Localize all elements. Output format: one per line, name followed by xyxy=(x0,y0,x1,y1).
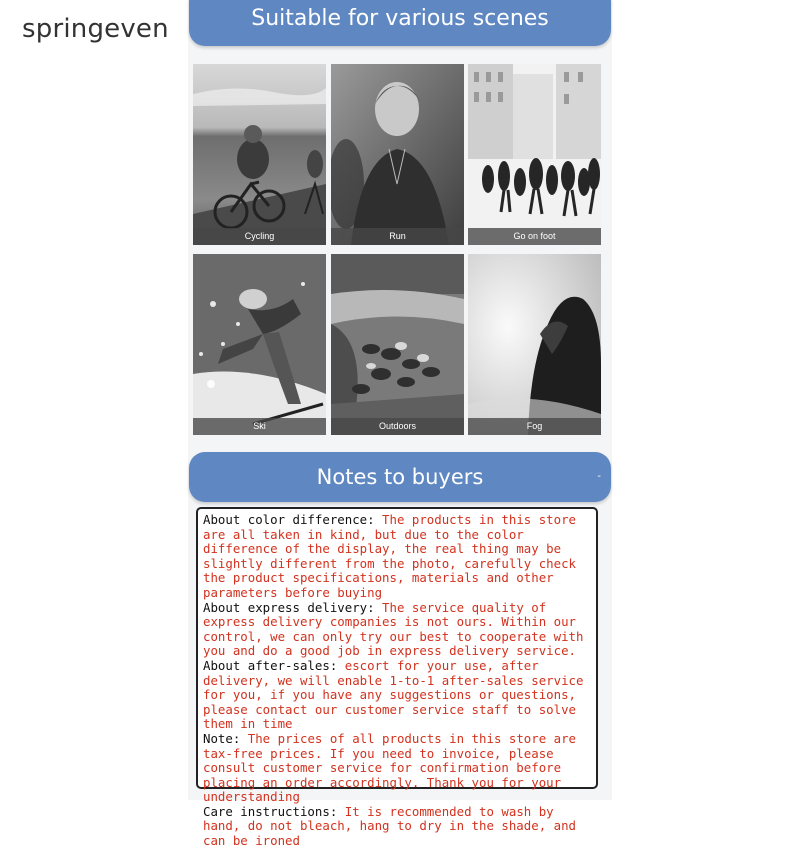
scene-label-ski: Ski xyxy=(193,418,326,435)
notes-banner xyxy=(189,452,611,502)
note-body: The service quality of express delivery companies is not ours. Within our control, we can only try our best to cooperate with you and do a good job in express delivery service. xyxy=(203,599,584,659)
note-heading: About express delivery: xyxy=(203,599,383,615)
note-prices xyxy=(203,732,591,805)
run-photo xyxy=(331,64,464,245)
scene-label-outdoors: Outdoors xyxy=(331,418,464,435)
note-express-delivery xyxy=(203,601,591,659)
fog-photo xyxy=(468,254,601,435)
cycling-photo xyxy=(193,64,326,245)
go-on-foot-photo xyxy=(468,64,601,245)
note-care-instructions xyxy=(203,805,591,849)
scenes-title: Suitable for various scenes xyxy=(251,6,549,31)
note-color-difference xyxy=(203,513,591,601)
note-body: The prices of all products in this store are tax-free prices. If you need to invoice, please consult customer service for confirmation before placing an order accordingly. Thank you for your understanding xyxy=(203,730,576,805)
ski-photo xyxy=(193,254,326,435)
note-body: escort for your use, after delivery, we will enable 1-to-1 after-sales service for you, if you have any suggestions or questions, please contact our customer service staff to solve them in time xyxy=(203,657,584,732)
scene-tile-outdoors xyxy=(331,254,464,435)
note-heading: Note: xyxy=(203,730,248,746)
notes-box xyxy=(196,507,598,849)
note-body: It is recommended to wash by hand, do not bleach, hang to dry in the shade, and can be ironed xyxy=(203,803,576,849)
notes-banner-mark: - xyxy=(597,471,601,482)
note-heading: About after-sales: xyxy=(203,657,345,673)
note-body: The products in this store are all taken in kind, but due to the color difference of the display, the real thing may be slightly different from the photo, carefully check the product specifications, materials and other parameters before buying xyxy=(203,512,577,600)
outdoors-photo xyxy=(331,254,464,435)
scene-label-run: Run xyxy=(331,228,464,245)
scene-tile-ski xyxy=(193,254,326,435)
scene-tile-fog xyxy=(468,254,601,435)
brand-logo: springeven xyxy=(22,14,169,44)
notes-title: Notes to buyers xyxy=(316,465,484,489)
scene-tile-cycling xyxy=(193,64,326,245)
scene-tile-go-on-foot xyxy=(468,64,601,245)
note-after-sales xyxy=(203,659,591,732)
scene-label-go-on-foot: Go on foot xyxy=(468,228,601,245)
scene-label-fog: Fog xyxy=(468,418,601,435)
note-heading: About color difference: xyxy=(203,512,383,527)
scene-tile-run xyxy=(331,64,464,245)
scene-label-cycling: Cycling xyxy=(193,228,326,245)
note-heading: Care instructions: xyxy=(203,803,345,819)
scenes-banner xyxy=(189,0,611,46)
